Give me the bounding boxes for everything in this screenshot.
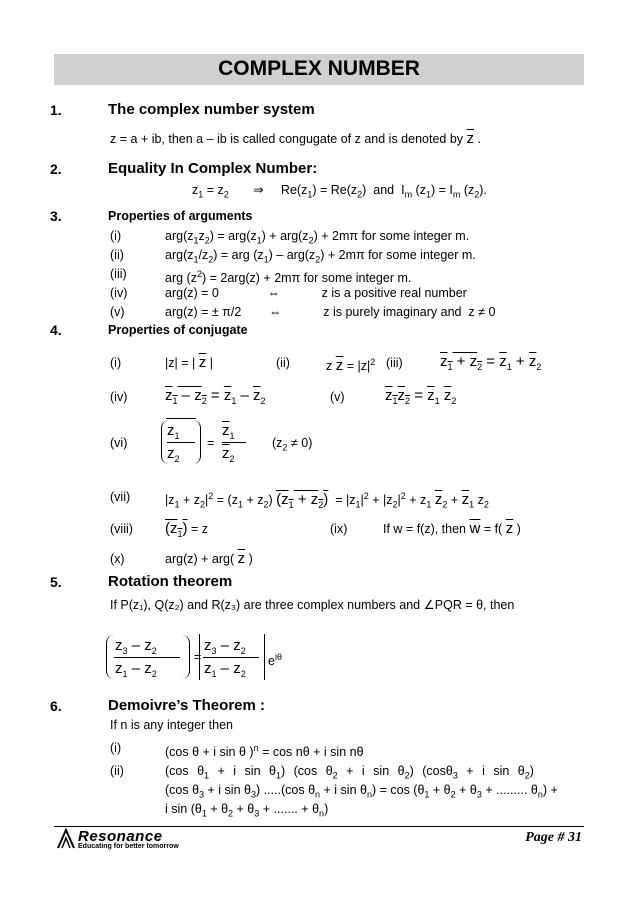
- section-heading: Properties of arguments: [108, 209, 253, 223]
- item-label: (iv): [110, 286, 128, 300]
- frac-bar: [114, 657, 180, 658]
- conj-formula: $z_1 - z_2 = \overline{z}_1 - \overline{z}_2$: [165, 387, 266, 406]
- item-label: (x): [110, 552, 125, 566]
- frac-num: $z_3 - z_2$: [204, 637, 246, 656]
- section-number: 5.: [50, 574, 62, 590]
- brand-tagline: Educating for better tomorrow: [78, 843, 179, 850]
- s1-line: z = a + ib, then a – ib is called congugate of z and is denoted by $\overline{z}$ .: [110, 130, 481, 147]
- conj-formula: $z_1z_2 = \overline{z}_1$ $\overline{z}_2$: [385, 387, 457, 406]
- title-bar: [54, 54, 584, 85]
- section-heading: The complex number system: [108, 101, 315, 118]
- page-title: COMPLEX NUMBER: [218, 57, 420, 80]
- item-label: (i): [110, 741, 122, 755]
- equals: =: [194, 650, 202, 664]
- arg-formula: $arg(z_1/z_2)$ = arg $(z_1) - arg(z_2) + 2m\pi$ for some integer m.: [165, 248, 476, 265]
- footer-rule: [54, 826, 584, 827]
- demoivre-formula: i $\sin (\theta_1 + \theta_2 + \theta_3$ + ....... + $\theta_n$): [165, 802, 329, 819]
- frac-bar: [203, 657, 259, 658]
- item-label: (iv): [110, 390, 128, 404]
- equals: =: [207, 436, 215, 450]
- section-number: 6.: [50, 698, 62, 714]
- demoivre-formula: (cos θ + i sin θ )$^n$ = cos nθ + i sin nθ: [165, 743, 364, 760]
- item-label: (iii): [386, 356, 403, 370]
- demoivre-formula: (cos $\theta_3 + i$ $\sin \theta_3$) .....(cos $\theta_n + i$ $\sin \theta_n) = \cos (\theta_1 + \theta_2 + \theta_3$ + ......... $\theta_n$) +: [165, 783, 558, 800]
- section-heading: Rotation theorem: [108, 573, 233, 590]
- demoivre-formula: (cos $\theta_1 + i$ $\sin \theta_1$) (cos $\theta_2 + i$ $\sin \theta_2$) (cosθ$_3$ + i $\sin \theta_2$): [165, 764, 534, 781]
- item-label: (ii): [110, 764, 124, 778]
- conj-formula: $z_1 + z_2 = \overline{z}_1 + \overline{z}_2$: [440, 353, 542, 372]
- condition: $(z_2 \ne 0)$: [272, 436, 313, 453]
- frac-den: $\overline{z}_2$: [222, 445, 235, 464]
- arg-formula: arg(z) = 0 ⇔ z is a positive real number: [165, 286, 467, 300]
- section-number: 2.: [50, 161, 62, 177]
- conj-formula: |z| = | $\overline{z}$ |: [165, 354, 213, 371]
- conj-formula: $(z_1) = z$: [165, 520, 209, 539]
- arg-formula: arg $(z^2) = 2arg(z) + 2m\pi$ for some integer m.: [165, 269, 412, 286]
- arg-formula: $arg(z_1z_2) = arg(z_1) + arg(z_2) + 2m\pi$ for some integer m.: [165, 229, 470, 246]
- resonance-logo-icon: [56, 828, 76, 850]
- brand-name: Resonance: [78, 828, 163, 845]
- item-label: (viii): [110, 522, 133, 536]
- frac-den: $z_1 - z_2$: [204, 660, 246, 679]
- section-heading: Properties of conjugate: [108, 323, 248, 337]
- frac-bar: [167, 442, 195, 443]
- item-label: (vii): [110, 490, 131, 504]
- frac-bar: [222, 442, 246, 443]
- section-number: 1.: [50, 102, 62, 118]
- section-heading: Demoivre’s Theorem :: [108, 697, 265, 714]
- item-label: (ii): [276, 356, 290, 370]
- item-label: (i): [110, 229, 122, 243]
- item-label: (ii): [110, 248, 124, 262]
- frac-den: $z_2$: [167, 445, 180, 464]
- item-label: (iii): [110, 267, 127, 281]
- conj-formula: z $\overline{z} = |z|^2$: [326, 357, 376, 375]
- s1-text: z = a + ib, then a – ib is called congugate of z and is denoted by: [110, 132, 464, 146]
- item-label: (v): [330, 390, 345, 404]
- conj-formula: If w = f(z), then $\overline{w} = f$( $\overline{z}$ ): [383, 520, 521, 537]
- item-label: (vi): [110, 436, 128, 450]
- section-heading: Equality In Complex Number:: [108, 160, 318, 177]
- equality-formula: $z_1 = z_2$ ⇒ $Re(z_1) = Re(z_2)$ and $I_m$ $(z_1) = I_m$ $(z_2)$.: [192, 183, 487, 200]
- item-label: (i): [110, 356, 122, 370]
- item-label: (v): [110, 305, 125, 319]
- item-label: (ix): [330, 522, 348, 536]
- page-number: Page # 31: [525, 830, 582, 845]
- conj-formula: $|z_1 + z_2|^2 = (z_1 + z_2) (z_1 + z_2) = |z_1|^2 + |z_2|^2 + z_1$ $\overline{z}_2 + \overline{z}_1$ $z_2$: [165, 491, 489, 511]
- section-number: 4.: [50, 322, 62, 338]
- overline: [166, 418, 196, 419]
- s6-text: If n is any integer then: [110, 718, 233, 732]
- section-number: 3.: [50, 208, 62, 224]
- arg-formula: arg(z) = ± π/2 ⇔ z is purely imaginary and z ≠ 0: [165, 305, 496, 319]
- conj-formula: arg(z) + arg( $\overline{z}$ ): [165, 550, 253, 567]
- z-bar: $\overline{z}$: [466, 130, 475, 147]
- frac-den: $z_1 - z_2$: [115, 660, 157, 679]
- frac-num: $z_3 - z_2$: [115, 637, 157, 656]
- s5-text: If P(z₁), Q(z₂) and R(z₃) are three complex numbers and ∠PQR = θ, then: [110, 598, 515, 612]
- frac-num: $\overline{z}_1$: [222, 422, 235, 441]
- exp: $e^{i\theta}$: [268, 652, 282, 669]
- frac-num: $z_1$: [167, 422, 180, 441]
